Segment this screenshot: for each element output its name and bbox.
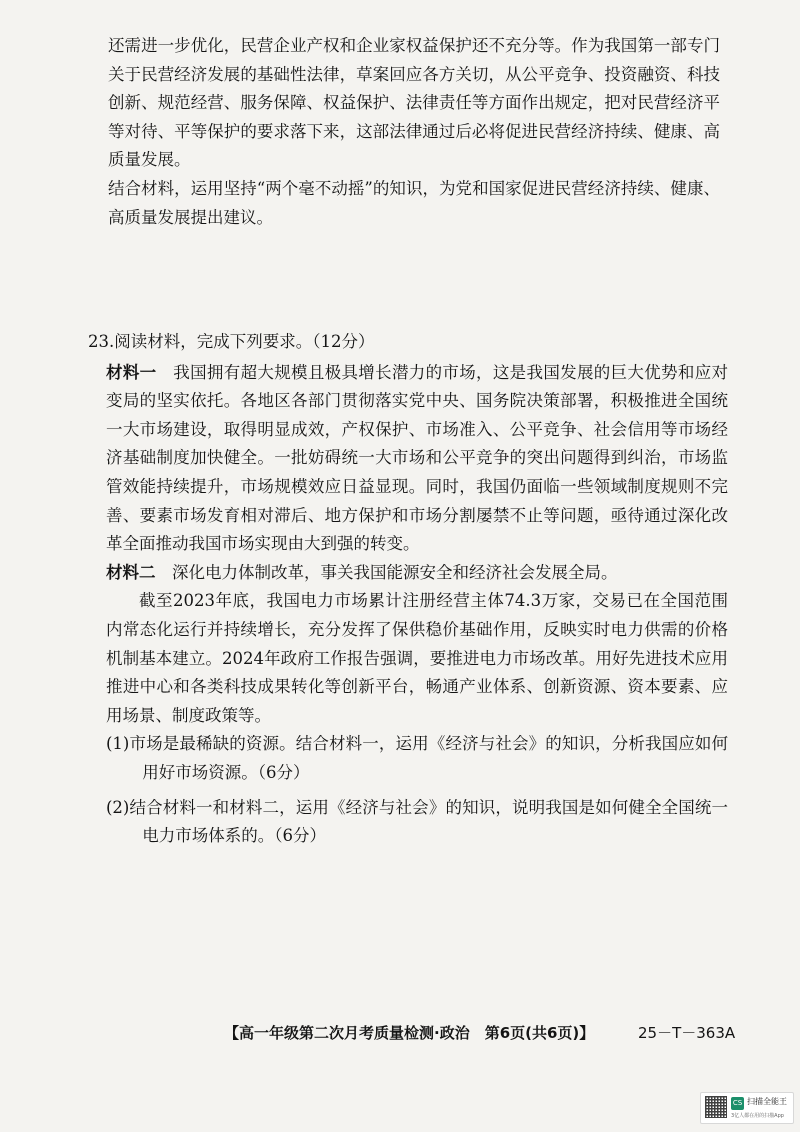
camscanner-logo-icon: CS: [731, 1097, 744, 1110]
material-2-intro: 深化电力体制改革，事关我国能源安全和经济社会发展全局。: [172, 562, 618, 582]
paragraph-continuation: 还需进一步优化，民营企业产权和企业家权益保护还不充分等。作为我国第一部专门关于民营经济发展的基础性法律，草案回应各方关切，从公平竞争、投资融资、科技创新、规范经营、服务保障、权益保护、法律责任等方面作出规定，把对民营经济平等对待、平等保护的要求落下来，这部法律通过后必将促进民营经济持续、健康、高质量发展。: [108, 36, 720, 170]
badge-tagline: 3亿人都在用的扫描App: [731, 1113, 784, 1119]
qr-code-icon: [705, 1096, 727, 1118]
material-1-label: 材料一: [106, 362, 157, 382]
badge-app-name: 扫描全能王: [747, 1097, 787, 1106]
scanner-watermark-badge: [700, 1092, 794, 1124]
sub-question-2: (2)结合材料一和材料二，运用《经济与社会》的知识，说明我国是如何健全全国统一电力市场体系的。（6分）: [106, 797, 728, 846]
paragraph-question-prompt: 结合材料，运用坚持“两个毫不动摇”的知识，为党和国家促进民营经济持续、健康、高质量发展提出建议。: [108, 178, 720, 227]
material-2-label: 材料二: [106, 562, 156, 582]
material-1-text: 我国拥有超大规模且极具增长潜力的市场，这是我国发展的巨大优势和应对变局的坚实依托。各地区各部门贯彻落实党中央、国务院决策部署，积极推进全国统一大市场建设，取得明显成效，产权保护、市场准入、公平竞争、社会信用等市场经济基础制度加快健全。一批妨碍统一大市场和公平竞争的突出问题得到纠治，市场监管效能持续提升，市场规模效应日益显现。同时，我国仍面临一些领域制度规则不完善、要素市场发育相对滞后、地方保护和市场分割屡禁不止等问题，亟待通过深化改革全面推动我国市场实现由大到强的转变。: [106, 362, 729, 554]
sub-question-1: (1)市场是最稀缺的资源。结合材料一，运用《经济与社会》的知识，分析我国应如何用好市场资源。（6分）: [106, 734, 728, 782]
footer-title: 【高一年级第二次月考质量检测·政治 第6页(共6页)】: [224, 1024, 595, 1042]
question-23-stem: 23.阅读材料，完成下列要求。（12分）: [88, 332, 375, 351]
question-23: [88, 328, 728, 851]
material-2-text: 截至2023年底，我国电力市场累计注册经营主体74.3万家，交易已在全国范围内常态化运行并持续增长，充分发挥了保供稳价基础作用，反映实时电力供需的价格机制基本建立。2024年政府工作报告强调，要推进电力市场改革。用好先进技术应用推进中心和各类科技成果转化等创新平台，畅通产业体系、创新资源、资本要素、应用场景、制度政策等。: [106, 591, 728, 725]
footer-code: 25－T－363A: [638, 1024, 736, 1042]
top-paragraph: [108, 32, 720, 232]
